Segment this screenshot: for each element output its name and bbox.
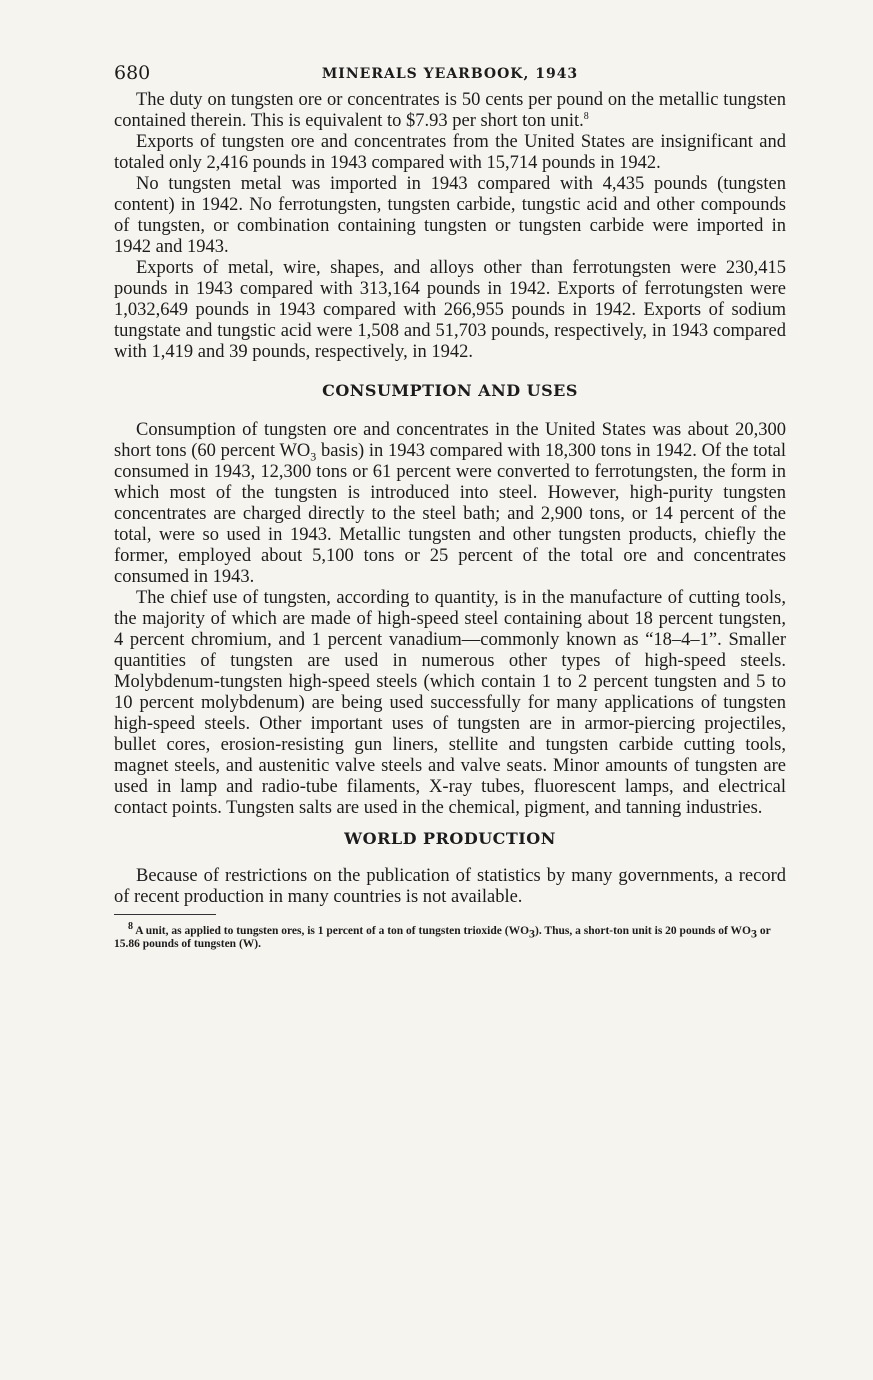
footnote-marker: 8 [128,921,133,933]
consumption-text-b: basis) in 1943 compared with 18,300 tons in 1942. Of the total consumed in 1943, 12,300 tons or 61 percent were converted to ferrotungsten, the form in which most of the tungsten is introduced into steel. However, high-purity tungsten concentrates are charged directly to the steel bath; and 2,900 tons, or 14 percent of the total, were so used in 1943. Metallic tungsten and other tungsten products, chiefly the former, employed about 5,100 tons or 25 percent of the total ore and concentrates consumed in 1943. [114,441,787,587]
footnote-text-c: or 15.86 pounds of tungsten (W). [114,925,771,950]
paragraph-exports-ore: Exports of tungsten ore and concentrates from the United States are insignificant and totaled only 2,416 pounds in 1943 compared with 15,714 pounds in 1942. [114,132,786,173]
consumption-text-a: Consumption of tungsten ore and concentrates in the United States was about 20,300 short tons (60 percent WO [114,420,786,461]
wo3-subscript: 3 [310,449,317,464]
section-heading-world-production: WORLD PRODUCTION [344,829,556,848]
paragraph-duty-text: The duty on tungsten ore or concentrates is 50 cents per pound on the metallic tungsten contained therein. This is equivalent to $7.93 per short ton unit. [114,90,786,131]
footnote-sub-a: 3 [529,926,536,941]
paragraph-imports: No tungsten metal was imported in 1943 compared with 4,435 pounds (tungsten content) in 1942. No ferrotungsten, tungsten carbide, tungstic acid and other compounds of tungsten, or combination containing tungsten or tungsten carbide were imported in 1942 and 1943. [114,174,786,257]
section-heading-consumption: CONSUMPTION AND USES [322,381,578,400]
footnote-divider [114,914,216,915]
footnote-text-b: ). Thus, a short-ton unit is 20 pounds of WO [535,925,751,937]
footnote [114,921,786,951]
document-page [114,58,786,951]
footnote-sub-b: 3 [750,926,757,941]
running-title: MINERALS YEARBOOK, 1943 [321,66,579,82]
paragraph-duty [114,90,786,132]
footnote-ref: 8 [583,110,589,122]
footnote-text-a: A unit, as applied to tungsten ores, is 1 percent of a ton of tungsten trioxide (WO [133,925,530,937]
paragraph-uses: The chief use of tungsten, according to quantity, is in the manufacture of cutting tools, the majority of which are made of high-speed steel containing about 18 percent tungsten, 4 percent chromium, and 1 percent vanadium—commonly known as “18–4–1”. Smaller quantities of tungsten are used in numerous other types of high-speed steels. Molybdenum-tungsten high-speed steels (which contain 1 to 2 percent tungsten and 5 to 10 percent molybdenum) are being used successfully for many applications of tungsten high-speed steels. Other important uses of tungsten are in armor-piercing projectiles, bullet cores, erosion-resisting gun liners, stellite and tungsten carbide cutting tools, magnet steels, and austenitic valve steels and valve seats. Minor amounts of tungsten are used in lamp and radio-tube filaments, X-ray tubes, fluorescent lamps, and electrical contact points. Tungsten salts are used in the chemical, pigment, and tanning industries. [114,588,786,818]
paragraph-consumption [114,420,786,588]
running-head [114,58,786,90]
paragraph-exports-metal: Exports of metal, wire, shapes, and alloys other than ferrotungsten were 230,415 pounds in 1943 compared with 313,164 pounds in 1942. Exports of ferrotungsten were 1,032,649 pounds in 1943 compared with 266,955 pounds in 1942. Exports of sodium tungstate and tungstic acid were 1,508 and 51,703 pounds, respectively, in 1943 compared with 1,419 and 39 pounds, respectively, in 1942. [114,258,786,362]
page-number: 680 [114,62,151,84]
paragraph-world-production: Because of restrictions on the publication of statistics by many governments, a record of recent production in many countries is not available. [114,866,786,907]
